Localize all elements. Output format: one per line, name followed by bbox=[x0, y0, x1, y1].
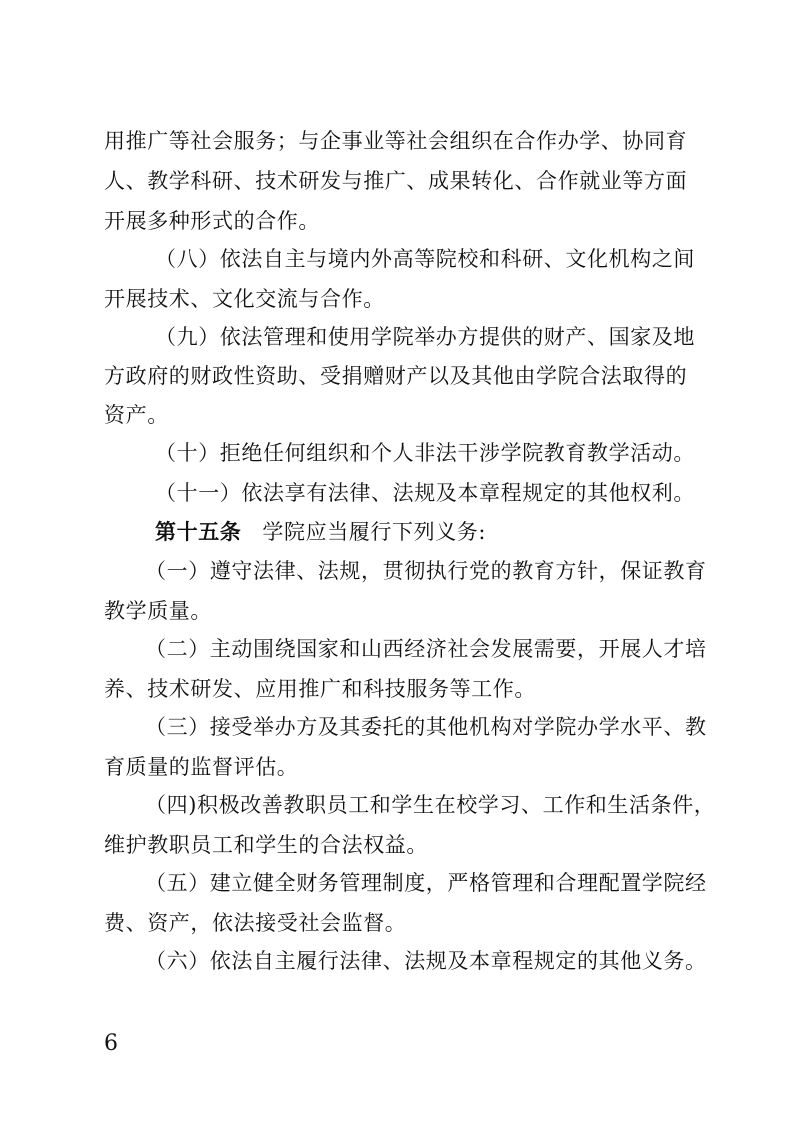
body-line: 费、资产，依法接受社会监督。 bbox=[104, 911, 407, 935]
body-line: 方政府的财政性资助、受捐赠财产以及其他由学院合法取得的 bbox=[104, 364, 688, 388]
duty-item-2: （二）主动围绕国家和山西经济社会发展需要，开展人才培 bbox=[145, 637, 707, 661]
body-line: 资产。 bbox=[104, 403, 169, 427]
duty-item-4: （四)积极改善教职员工和学生在校学习、工作和生活条件， bbox=[145, 793, 716, 817]
body-line: 维护教职员工和学生的合法权益。 bbox=[104, 833, 428, 857]
body-line: 开展技术、文化交流与合作。 bbox=[104, 287, 385, 311]
list-item-10: （十）拒绝任何组织和个人非法干涉学院教育教学活动。 bbox=[155, 441, 695, 465]
list-item-11: （十一）依法享有法律、法规及本章程规定的其他权利。 bbox=[155, 481, 695, 505]
body-line: 养、技术研发、应用推广和科技服务等工作。 bbox=[104, 677, 536, 701]
body-line: 教学质量。 bbox=[104, 599, 212, 623]
list-item-8: （八）依法自主与境内外高等院校和科研、文化机构之间 bbox=[155, 247, 695, 271]
duty-item-3: （三）接受举办方及其委托的其他机构对学院办学水平、教 bbox=[145, 715, 707, 739]
article-text: 学院应当履行下列义务: bbox=[262, 520, 487, 544]
page-number: 6 bbox=[104, 1031, 118, 1056]
body-line: 人、教学科研、技术研发与推广、成果转化、合作就业等方面 bbox=[104, 169, 688, 193]
article-15-intro bbox=[155, 518, 486, 546]
body-line: 开展多种形式的合作。 bbox=[104, 209, 320, 233]
list-item-9: （九）依法管理和使用学院举办方提供的财产、国家及地 bbox=[155, 325, 695, 349]
body-line: 育质量的监督评估。 bbox=[104, 755, 299, 779]
body-line: 用推广等社会服务；与企事业等社会组织在合作办学、协同育 bbox=[104, 129, 688, 153]
duty-item-1: （一）遵守法律、法规，贯彻执行党的教育方针，保证教育 bbox=[145, 559, 707, 583]
article-heading: 第十五条 bbox=[155, 520, 242, 544]
duty-item-6: （六）依法自主履行法律、法规及本章程规定的其他义务。 bbox=[145, 949, 707, 973]
duty-item-5: （五）建立健全财务管理制度，严格管理和合理配置学院经 bbox=[145, 871, 707, 895]
